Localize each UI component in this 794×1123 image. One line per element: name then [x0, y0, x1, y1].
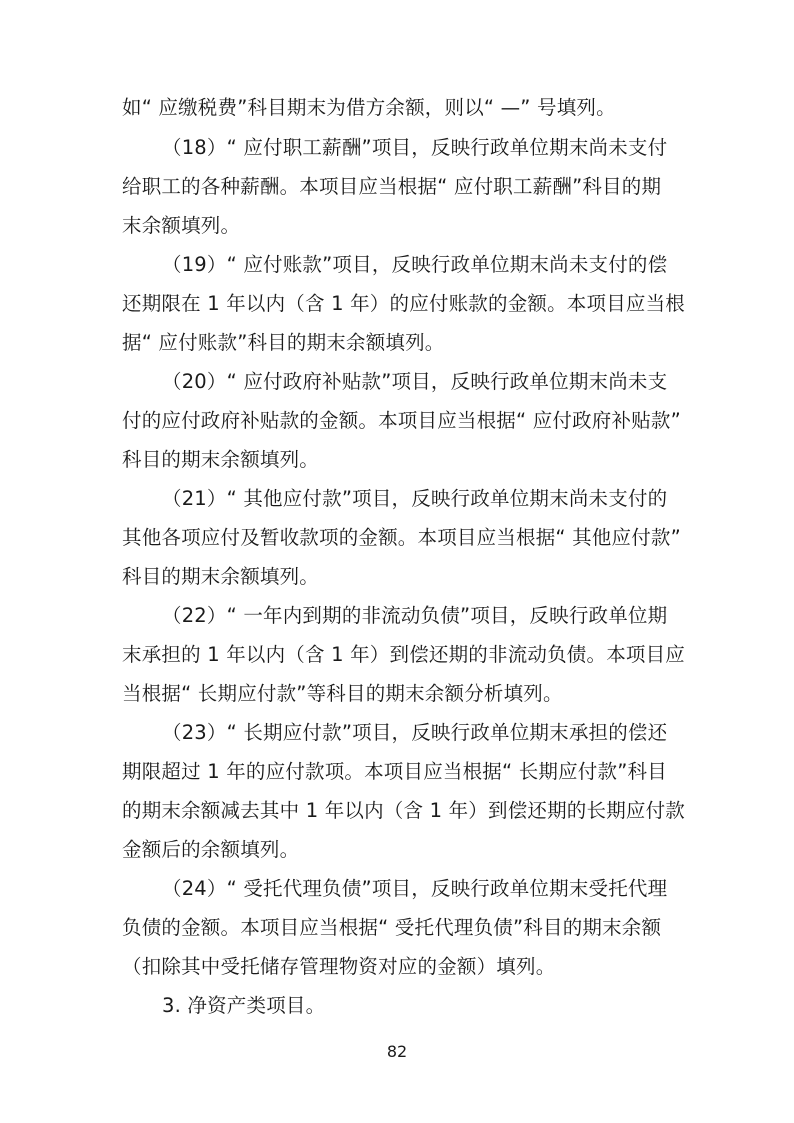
text-line-4: 末余额填列。	[122, 214, 241, 237]
text-line-2: （18）“ 应付职工薪酬”项目，反映行政单位期末尚未支付	[162, 136, 668, 159]
text-line-17: （23）“ 长期应付款”项目，反映行政单位期末承担的偿还	[162, 721, 668, 744]
text-line-16: 当根据“ 长期应付款”等科目的期末余额分析填列。	[122, 682, 563, 705]
text-line-22: 负债的金额。本项目应当根据“ 受托代理负债”科目的期末余额	[122, 916, 662, 939]
text-line-15: 末承担的 1 年以内（含 1 年）到偿还期的非流动负债。本项目应	[122, 643, 686, 666]
text-line-21: （24）“ 受托代理负债”项目，反映行政单位期末受托代理	[162, 877, 668, 900]
text-line-11: （21）“ 其他应付款”项目，反映行政单位期末尚未支付的	[162, 487, 668, 510]
text-line-12: 其他各项应付及暂收款项的金额。本项目应当根据“ 其他应付款”	[122, 526, 681, 549]
text-line-6: 还期限在 1 年以内（含 1 年）的应付账款的金额。本项目应当根	[122, 292, 686, 315]
text-line-5: （19）“ 应付账款”项目，反映行政单位期末尚未支付的偿	[162, 253, 668, 276]
text-line-24: 3. 净资产类项目。	[162, 994, 326, 1017]
text-line-18: 期限超过 1 年的应付款项。本项目应当根据“ 长期应付款”科目	[122, 760, 667, 783]
page-number: 82	[386, 1042, 408, 1061]
text-line-20: 金额后的余额填列。	[122, 838, 300, 861]
text-line-9: 付的应付政府补贴款的金额。本项目应当根据“ 应付政府补贴款”	[122, 409, 681, 432]
text-line-3: 给职工的各种薪酬。本项目应当根据“ 应付职工薪酬”科目的期	[122, 175, 662, 198]
text-line-13: 科目的期末余额填列。	[122, 565, 320, 588]
text-line-14: （22）“ 一年内到期的非流动负债”项目，反映行政单位期	[162, 604, 668, 627]
text-line-7: 据“ 应付账款”科目的期末余额填列。	[122, 331, 445, 354]
text-line-8: （20）“ 应付政府补贴款”项目，反映行政单位期末尚未支	[162, 370, 668, 393]
text-line-19: 的期末余额减去其中 1 年以内（含 1 年）到偿还期的长期应付款	[122, 799, 686, 822]
text-line-10: 科目的期末余额填列。	[122, 448, 320, 471]
text-line-1: 如“ 应缴税费”科目期末为借方余额，则以“ —” 号填列。	[122, 96, 616, 119]
text-line-23: （扣除其中受托储存管理物资对应的金额）填列。	[122, 955, 556, 978]
